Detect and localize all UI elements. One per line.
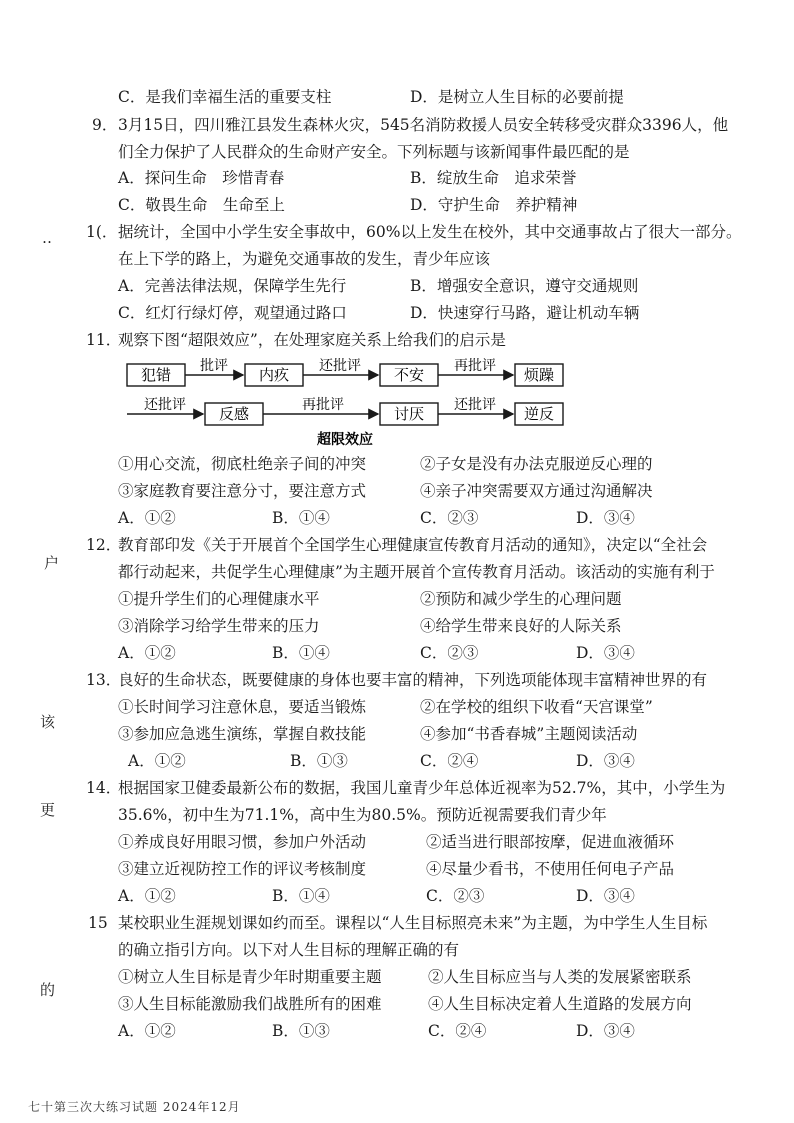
q11-statement-2: ②子女是没有办法克服逆反心理的 [420, 455, 653, 473]
q12-option-d: D．③④ [576, 644, 635, 662]
box-rebellion-label: 逆反 [523, 405, 555, 423]
q9-option-d: D．守护生命 养护精神 [410, 196, 578, 214]
q13-statement-3: ③参加应急逃生演练，掌握自救技能 [118, 725, 367, 743]
q15-statement-3: ③人生目标能激励我们战胜所有的困难 [118, 995, 382, 1013]
arrow-row2-end-label: 还批评 [454, 397, 496, 413]
q15-option-c: C．②④ [428, 1022, 487, 1040]
q10-option-d: D．快速穿行马路，避让机动车辆 [410, 304, 640, 322]
diagram-caption: 超限效应 [317, 432, 373, 448]
margin-mark-5: 的 [40, 981, 56, 999]
q14-stem-line1: 根据国家卫健委最新公布的数据，我国儿童青少年总体近视率为52.7%，其中，小学生为 [118, 779, 726, 797]
q15-option-d: D．③④ [576, 1022, 635, 1040]
q9-number: 9． [92, 116, 118, 134]
q11-option-a: A．①② [118, 509, 176, 527]
q9-option-c: C．敬畏生命 生命至上 [118, 196, 285, 214]
q13-statement-1: ①长时间学习注意休息，要适当锻炼 [118, 698, 367, 716]
q11-option-d: D．③④ [576, 509, 635, 527]
q15-stem-line2: 的确立指引方向。以下对人生目标的理解正确的有 [118, 941, 460, 959]
q13-option-c: C．②④ [420, 752, 479, 770]
arrow-criticize-label: 批评 [200, 358, 228, 374]
q13-option-d: D．③④ [576, 752, 635, 770]
q9-stem-line2: 们全力保护了人民群众的生命财产安全。下列标题与该新闻事件最匹配的是 [118, 143, 630, 161]
q14-statement-4: ④尽量少看书，不使用任何电子产品 [426, 860, 675, 878]
q12-option-a: A．①② [118, 644, 176, 662]
box-unease-label: 不安 [393, 366, 425, 384]
q11-number: 11． [86, 331, 122, 349]
margin-mark-1: ‥ [42, 229, 53, 247]
page-footer: 七十第三次大练习试题 2024年12月 [28, 1100, 241, 1114]
q11-option-c: C．②③ [420, 509, 479, 527]
q13-option-a: A．①② [128, 752, 186, 770]
q11-statement-1: ①用心交流，彻底杜绝亲子间的冲突 [118, 455, 367, 473]
overlimit-effect-diagram [125, 358, 565, 454]
q12-option-c: C．②③ [420, 644, 479, 662]
box-irritation-label: 烦躁 [523, 366, 555, 384]
margin-mark-2: 户 [44, 554, 60, 572]
q15-option-a: A．①② [118, 1022, 176, 1040]
q15-statement-1: ①树立人生目标是青少年时期重要主题 [118, 968, 382, 986]
q15-stem-line1: 某校职业生涯规划课如约而至。课程以“人生目标照亮未来”为主题，为中学生人生目标 [118, 914, 708, 932]
margin-mark-3: 该 [40, 713, 56, 731]
q12-stem-line1: 教育部印发《关于开展首个全国学生心理健康宣传教育月活动的通知》，决定以“全社会 [118, 536, 708, 554]
q13-statement-2: ②在学校的组织下收看“天宫课堂” [420, 698, 653, 716]
q15-statement-4: ④人生目标决定着人生道路的发展方向 [428, 995, 692, 1013]
q14-number: 14． [86, 779, 122, 797]
box-mistake-label: 犯错 [140, 366, 172, 384]
q9-option-a: A．探问生命 珍惜青春 [118, 169, 285, 187]
q9-stem-line1: 3月15日，四川雅江县发生森林火灾，545名消防救援人员安全转移受灾群众3396人，他 [118, 116, 729, 134]
q14-option-a: A．①② [118, 887, 176, 905]
q14-option-c: C．②③ [426, 887, 485, 905]
q13-option-b: B．①③ [290, 752, 348, 770]
q10-stem-line1: 据统计，全国中小学生安全事故中，60%以上发生在校外，其中交通事故占了很大一部分。 [118, 223, 742, 241]
q10-option-c: C．红灯行绿灯停，观望通过路口 [118, 304, 347, 322]
q11-option-b: B．①④ [272, 509, 330, 527]
q13-statement-4: ④参加“书香春城”主题阅读活动 [420, 725, 638, 743]
q11-stem-line1: 观察下图“超限效应”，在处理家庭关系上给我们的启示是 [118, 331, 506, 349]
q10-option-b: B．增强安全意识，遵守交通规则 [410, 277, 639, 295]
q14-statement-3: ③建立近视防控工作的评议考核制度 [118, 860, 367, 878]
q13-number: 13． [86, 671, 122, 689]
arrow-criticize-more-label: 再批评 [454, 358, 496, 374]
q10-number: 1(． [86, 223, 118, 241]
q15-statement-2: ②人生目标应当与人类的发展紧密联系 [428, 968, 692, 986]
q14-option-b: B．①④ [272, 887, 330, 905]
q15-number: 15 [88, 914, 108, 932]
diagram-svg [125, 358, 565, 450]
q11-statement-3: ③家庭教育要注意分寸，要注意方式 [118, 482, 367, 500]
q12-statement-3: ③消除学习给学生带来的压力 [118, 617, 320, 635]
q12-statement-2: ②预防和减少学生的心理问题 [420, 590, 622, 608]
q13-stem-line1: 良好的生命状态，既要健康的身体也要丰富的精神，下列选项能体现丰富精神世界的有 [118, 671, 708, 689]
arrow-row2-mid-label: 再批评 [302, 397, 344, 413]
arrow-row2-lead-label: 还批评 [144, 397, 186, 413]
q8-option-c: C．是我们幸福生活的重要支柱 [118, 88, 332, 106]
box-resentment-label: 反感 [218, 405, 250, 423]
margin-mark-4: 更 [40, 801, 56, 819]
box-guilt-label: 内疚 [258, 366, 290, 384]
q15-option-b: B．①③ [272, 1022, 330, 1040]
q9-option-b: B．绽放生命 追求荣誉 [410, 169, 577, 187]
q12-statement-1: ①提升学生们的心理健康水平 [118, 590, 320, 608]
q12-option-b: B．①④ [272, 644, 330, 662]
q14-stem-line2: 35.6%，初中生为71.1%，高中生为80.5%。预防近视需要我们青少年 [118, 806, 607, 824]
q14-option-d: D．③④ [576, 887, 635, 905]
q14-statement-2: ②适当进行眼部按摩，促进血液循环 [426, 833, 675, 851]
q10-stem-line2: 在上下学的路上，为避免交通事故的发生，青少年应该 [118, 250, 491, 268]
q11-statement-4: ④亲子冲突需要双方通过沟通解决 [420, 482, 653, 500]
arrow-criticize-again-label: 还批评 [319, 358, 361, 374]
q12-stem-line2: 都行动起来，共促学生心理健康”为主题开展首个宣传教育月活动。该活动的实施有利于 [118, 563, 715, 581]
q12-statement-4: ④给学生带来良好的人际关系 [420, 617, 622, 635]
q12-number: 12． [86, 536, 122, 554]
q14-statement-1: ①养成良好用眼习惯，参加户外活动 [118, 833, 367, 851]
box-dislike-label: 讨厌 [393, 405, 425, 423]
q10-option-a: A．完善法律法规，保障学生先行 [118, 277, 347, 295]
q8-option-d: D．是树立人生目标的必要前提 [410, 88, 624, 106]
